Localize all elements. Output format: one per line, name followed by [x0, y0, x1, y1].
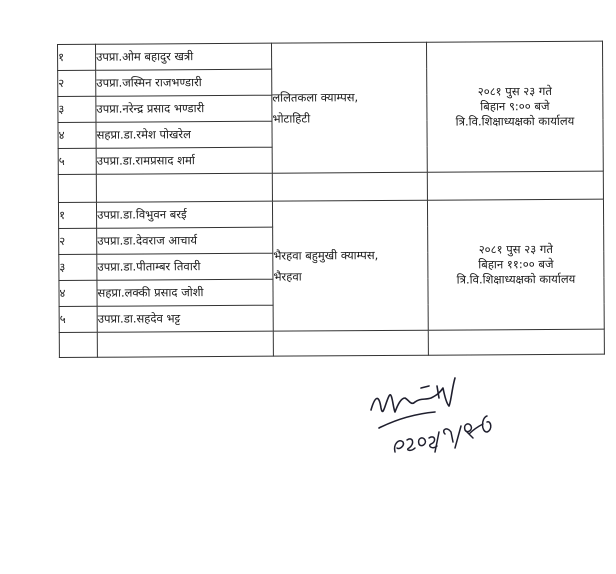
schedule-date: २०८१ पुस २३ गते — [477, 84, 552, 99]
campus-location: भोटाहिटी — [272, 110, 311, 126]
member-name: उपप्रा.डा.रामप्रसाद शर्मा — [96, 147, 272, 174]
campus-cell — [271, 42, 427, 173]
serial-number: ५ — [58, 148, 96, 174]
schedule-cell — [427, 199, 604, 330]
serial-number: ४ — [59, 280, 97, 306]
member-name: उपप्रा.डा.देवराज आचार्य — [97, 227, 273, 254]
serial-number: २ — [59, 228, 97, 254]
member-name: उपप्रा.जस्मिन राजभण्डारी — [96, 69, 272, 96]
member-name: सहप्रा.लक्की प्रसाद जोशी — [97, 279, 273, 306]
member-name: उपप्रा.डा.विभुवन बरई — [96, 201, 272, 228]
serial-number: १ — [58, 202, 96, 228]
schedule-time: बिहान ११:०० बजे — [478, 257, 554, 272]
handwritten-signature — [365, 368, 510, 458]
schedule-venue: त्रि.वि.शिक्षाध्यक्षको कार्यालय — [455, 113, 575, 129]
schedule-cell — [426, 41, 603, 172]
member-name: उपप्रा.डा.सहदेव भट्ट — [97, 305, 273, 332]
table-row — [58, 199, 603, 228]
schedule-date: २०८१ पुस २३ गते — [478, 242, 553, 257]
committee-schedule-table — [57, 41, 605, 358]
blank-row — [58, 171, 603, 202]
member-name: उपप्रा.ओम बहादुर खत्री — [96, 43, 272, 70]
serial-number: २ — [58, 70, 96, 96]
serial-number: १ — [58, 44, 96, 70]
serial-number: ३ — [58, 96, 96, 122]
blank-row — [59, 329, 604, 357]
member-name: उपप्रा.नरेन्द्र प्रसाद भण्डारी — [96, 95, 272, 122]
member-name: सहप्रा.डा.रमेश पोखरेल — [96, 121, 272, 148]
campus-name: भैरहवा बहुमुखी क्याम्पस, — [273, 247, 379, 263]
table-row — [58, 41, 603, 70]
serial-number: ३ — [59, 254, 97, 280]
campus-cell — [272, 200, 428, 331]
schedule-time: बिहान ९:०० बजे — [480, 99, 550, 114]
campus-name: ललितकला क्याम्पस, — [272, 89, 359, 105]
campus-location: भैरहवा — [273, 269, 302, 284]
serial-number: ४ — [58, 122, 96, 148]
member-name: उपप्रा.डा.पीताम्बर तिवारी — [97, 253, 273, 280]
schedule-venue: त्रि.वि.शिक्षाध्यक्षको कार्यालय — [456, 271, 576, 287]
serial-number: ५ — [59, 306, 97, 332]
